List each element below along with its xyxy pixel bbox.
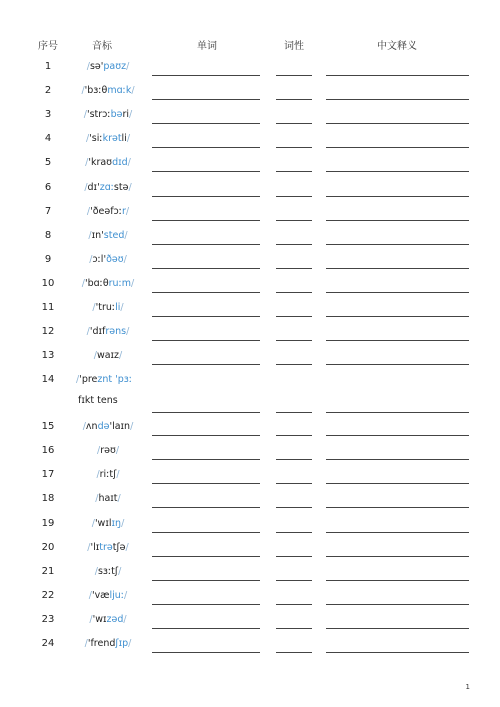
- slash-mark: /: [93, 350, 97, 361]
- slash-mark: /: [129, 109, 133, 120]
- row-number: 19: [41, 518, 55, 529]
- phonetic-transcription: [72, 566, 144, 577]
- phonetic-transcription: [72, 85, 144, 96]
- word-row: [0, 445, 500, 469]
- phonetic-transcription: [72, 590, 144, 601]
- pos-answer-line[interactable]: [276, 652, 312, 653]
- pos-answer-line[interactable]: [276, 292, 312, 293]
- row-number: 4: [44, 133, 52, 144]
- word-row: [0, 85, 500, 109]
- header-index: 序号: [38, 41, 58, 52]
- pos-answer-line[interactable]: [276, 99, 312, 100]
- row-number: 20: [41, 542, 55, 553]
- row-number: 15: [41, 421, 55, 432]
- slash-mark: /: [84, 638, 88, 649]
- phonetic-segment: waɪz: [96, 350, 120, 361]
- pos-answer-line[interactable]: [276, 628, 312, 629]
- word-answer-line[interactable]: [152, 171, 260, 172]
- word-answer-line[interactable]: [152, 532, 260, 533]
- phonetic-highlight: zɑː: [99, 182, 114, 193]
- phonetic-segment: dɪ': [87, 182, 100, 193]
- word-answer-line[interactable]: [152, 340, 260, 341]
- row-number: 14: [41, 374, 55, 385]
- word-row: [0, 350, 500, 374]
- slash-mark: /: [89, 614, 93, 625]
- meaning-answer-line[interactable]: [326, 75, 469, 76]
- slash-mark: /: [120, 302, 124, 313]
- pos-answer-line[interactable]: [276, 507, 312, 508]
- meaning-answer-line[interactable]: [326, 532, 469, 533]
- meaning-answer-line[interactable]: [326, 292, 469, 293]
- phonetic-segment: ɔːl': [92, 254, 107, 265]
- word-answer-line[interactable]: [152, 483, 260, 484]
- row-number: 12: [41, 326, 55, 337]
- slash-mark: /: [126, 326, 130, 337]
- page-number: 1: [465, 683, 470, 691]
- phonetic-segment: 'væ: [91, 590, 110, 601]
- meaning-answer-line[interactable]: [326, 604, 469, 605]
- phonetic-highlight: ðəʊ: [106, 254, 124, 265]
- phonetic-highlight: ljuː: [109, 590, 125, 601]
- meaning-answer-line[interactable]: [326, 340, 469, 341]
- word-answer-line[interactable]: [152, 123, 260, 124]
- phonetic-highlight: ruːm: [108, 278, 132, 289]
- phonetic-transcription: [72, 493, 144, 504]
- row-number: 24: [41, 638, 55, 649]
- slash-mark: /: [117, 493, 121, 504]
- phonetic-highlight: rəns: [105, 326, 127, 337]
- header-chinese-meaning: 中文释义: [377, 41, 417, 52]
- row-number: 13: [41, 350, 55, 361]
- slash-mark: /: [115, 445, 120, 456]
- row-number: 1: [44, 61, 52, 72]
- word-answer-line[interactable]: [152, 652, 260, 653]
- phonetic-transcription: [72, 182, 144, 193]
- phonetic-highlight: ɪŋ: [111, 518, 122, 529]
- word-answer-line[interactable]: [152, 628, 260, 629]
- word-answer-line[interactable]: [152, 75, 260, 76]
- word-answer-line[interactable]: [152, 604, 260, 605]
- phonetic-transcription: [72, 157, 144, 168]
- row-number: 10: [41, 278, 55, 289]
- slash-mark: /: [94, 566, 98, 577]
- phonetic-transcription: [72, 469, 144, 480]
- meaning-answer-line[interactable]: [326, 628, 469, 629]
- phonetic-transcription: [72, 109, 144, 120]
- phonetic-transcription: [72, 302, 144, 313]
- word-answer-line[interactable]: [152, 316, 260, 317]
- pos-answer-line[interactable]: [276, 196, 312, 197]
- phonetic-transcription: [72, 61, 144, 72]
- slash-mark: /: [130, 421, 134, 432]
- word-answer-line[interactable]: [152, 244, 260, 245]
- header-part-of-speech: 词性: [284, 41, 304, 52]
- phonetic-segment: 'kraʊ: [88, 157, 113, 168]
- pos-answer-line[interactable]: [276, 123, 312, 124]
- meaning-answer-line[interactable]: [326, 556, 469, 557]
- pos-answer-line[interactable]: [276, 364, 312, 365]
- slash-mark: /: [123, 254, 127, 265]
- pos-answer-line[interactable]: [276, 220, 312, 221]
- slash-mark: /: [118, 566, 122, 577]
- word-answer-line[interactable]: [152, 507, 260, 508]
- slash-mark: /: [131, 278, 135, 289]
- phonetic-transcription: [72, 518, 144, 529]
- slash-mark: /: [95, 493, 99, 504]
- phonetic-highlight: krət: [102, 133, 122, 144]
- meaning-answer-line[interactable]: [326, 220, 469, 221]
- slash-mark: /: [85, 157, 89, 168]
- word-row: [0, 614, 500, 638]
- row-number: 8: [44, 230, 52, 241]
- row-number: 18: [41, 493, 55, 504]
- pos-answer-line[interactable]: [276, 75, 312, 76]
- row-number: 23: [41, 614, 55, 625]
- pos-answer-line[interactable]: [276, 147, 312, 148]
- slash-mark: /: [119, 350, 123, 361]
- phonetic-segment: ʌn: [85, 421, 98, 432]
- phonetic-highlight: mɑːk: [107, 85, 132, 96]
- slash-mark: /: [88, 230, 92, 241]
- pos-answer-line[interactable]: [276, 316, 312, 317]
- phonetic-segment: 'pre: [79, 374, 98, 385]
- pos-answer-line[interactable]: [276, 604, 312, 605]
- slash-mark: /: [96, 445, 101, 456]
- word-answer-line[interactable]: [152, 364, 260, 365]
- slash-mark: /: [124, 230, 128, 241]
- slash-mark: /: [123, 614, 127, 625]
- slash-mark: /: [125, 206, 130, 217]
- phonetic-continuation: fɪkt tens: [78, 395, 118, 406]
- phonetic-transcription: [72, 326, 144, 337]
- slash-mark: /: [86, 61, 90, 72]
- phonetic-segment: 'ðeəfɔː: [90, 206, 122, 217]
- slash-mark: /: [116, 469, 120, 480]
- word-row: [0, 254, 500, 278]
- meaning-answer-line[interactable]: [326, 483, 469, 484]
- word-answer-line[interactable]: [152, 147, 260, 148]
- slash-mark: /: [88, 590, 92, 601]
- meaning-answer-line[interactable]: [326, 435, 469, 436]
- pos-answer-line[interactable]: [276, 580, 312, 581]
- phonetic-highlight: li: [115, 302, 121, 313]
- row-number: 6: [44, 182, 52, 193]
- word-answer-line[interactable]: [152, 556, 260, 557]
- row-number: 3: [44, 109, 52, 120]
- phonetic-segment: tʃə: [112, 542, 126, 553]
- slash-mark: /: [82, 421, 86, 432]
- row-number: 9: [44, 254, 52, 265]
- row-number: 17: [41, 469, 55, 480]
- meaning-answer-line[interactable]: [326, 412, 469, 413]
- word-answer-line[interactable]: [152, 268, 260, 269]
- pos-answer-line[interactable]: [276, 483, 312, 484]
- word-row: [0, 542, 500, 566]
- meaning-answer-line[interactable]: [326, 123, 469, 124]
- phonetic-segment: 'bɑːθ: [84, 278, 109, 289]
- phonetic-transcription: [72, 133, 144, 144]
- phonetic-transcription: [72, 230, 144, 241]
- meaning-answer-line[interactable]: [326, 316, 469, 317]
- phonetic-transcription: [76, 374, 148, 385]
- slash-mark: /: [76, 374, 80, 385]
- pos-answer-line[interactable]: [276, 244, 312, 245]
- meaning-answer-line[interactable]: [326, 459, 469, 460]
- word-row: [0, 133, 500, 157]
- phonetic-segment: ɪn': [91, 230, 104, 241]
- phonetic-segment: 'truː: [95, 302, 116, 313]
- slash-mark: /: [121, 518, 125, 529]
- phonetic-highlight: də: [97, 421, 110, 432]
- phonetic-highlight: znt 'pɜː: [97, 374, 133, 385]
- phonetic-transcription: [72, 254, 144, 265]
- header-word: 单词: [197, 41, 217, 52]
- meaning-answer-line[interactable]: [326, 196, 469, 197]
- phonetic-segment: 'frend: [87, 638, 116, 649]
- meaning-answer-line[interactable]: [326, 99, 469, 100]
- slash-mark: /: [83, 109, 87, 120]
- slash-mark: /: [128, 638, 132, 649]
- slash-mark: /: [96, 469, 100, 480]
- phonetic-transcription: [72, 614, 144, 625]
- word-row: [0, 326, 500, 350]
- slash-mark: /: [126, 133, 131, 144]
- row-number: 16: [41, 445, 55, 456]
- word-row: [0, 638, 500, 662]
- phonetic-highlight: trə: [99, 542, 113, 553]
- phonetic-transcription: [72, 278, 144, 289]
- phonetic-segment: li: [121, 133, 127, 144]
- phonetic-highlight: sted: [103, 230, 125, 241]
- phonetic-transcription: [72, 445, 144, 456]
- slash-mark: /: [87, 542, 91, 553]
- phonetic-segment: 'wɪ: [92, 614, 107, 625]
- phonetic-segment: stə: [113, 182, 129, 193]
- slash-mark: /: [84, 182, 88, 193]
- phonetic-highlight: ʃɪp: [115, 638, 129, 649]
- row-number: 21: [41, 566, 55, 577]
- phonetic-segment: 'laɪn: [109, 421, 131, 432]
- meaning-answer-line[interactable]: [326, 147, 469, 148]
- word-row: [0, 493, 500, 517]
- meaning-answer-line[interactable]: [326, 171, 469, 172]
- slash-mark: /: [86, 206, 91, 217]
- word-row: [0, 230, 500, 254]
- slash-mark: /: [128, 182, 132, 193]
- pos-answer-line[interactable]: [276, 459, 312, 460]
- word-row: [0, 182, 500, 206]
- phonetic-segment: riːtʃ: [99, 469, 117, 480]
- row-number: 2: [44, 85, 52, 96]
- pos-answer-line[interactable]: [276, 556, 312, 557]
- word-row: [0, 469, 500, 493]
- meaning-answer-line[interactable]: [326, 652, 469, 653]
- word-answer-line[interactable]: [152, 459, 260, 460]
- phonetic-segment: 'dɪf: [89, 326, 106, 337]
- word-answer-line[interactable]: [152, 412, 260, 413]
- phonetic-highlight: paʊz: [103, 61, 127, 72]
- slash-mark: /: [126, 61, 130, 72]
- row-number: 5: [44, 157, 52, 168]
- word-answer-line[interactable]: [152, 220, 260, 221]
- phonetic-transcription: [72, 350, 144, 361]
- phonetic-segment: 'bɜːθ: [84, 85, 108, 96]
- slash-mark: /: [124, 590, 128, 601]
- word-answer-line[interactable]: [152, 196, 260, 197]
- slash-mark: /: [81, 278, 85, 289]
- pos-answer-line[interactable]: [276, 268, 312, 269]
- phonetic-segment: rəʊ: [100, 445, 116, 456]
- meaning-answer-line[interactable]: [326, 364, 469, 365]
- slash-mark: /: [81, 85, 85, 96]
- word-answer-line[interactable]: [152, 292, 260, 293]
- slash-mark: /: [85, 133, 90, 144]
- word-answer-line[interactable]: [152, 99, 260, 100]
- phonetic-segment: 'lɪ: [90, 542, 100, 553]
- phonetic-segment: 'strɔː: [86, 109, 111, 120]
- phonetic-transcription: [72, 542, 144, 553]
- row-number: 22: [41, 590, 55, 601]
- meaning-answer-line[interactable]: [326, 244, 469, 245]
- word-row: [0, 157, 500, 181]
- word-answer-line[interactable]: [152, 435, 260, 436]
- meaning-answer-line[interactable]: [326, 507, 469, 508]
- slash-mark: /: [131, 85, 135, 96]
- slash-mark: /: [89, 254, 93, 265]
- slash-mark: /: [92, 302, 96, 313]
- word-row: [0, 566, 500, 590]
- phonetic-transcription: [72, 638, 144, 649]
- phonetic-segment: ri: [122, 109, 130, 120]
- phonetic-segment: sə': [89, 61, 104, 72]
- phonetic-highlight: r: [121, 206, 126, 217]
- meaning-answer-line[interactable]: [326, 580, 469, 581]
- phonetic-highlight: zəd: [106, 614, 124, 625]
- word-row: [0, 374, 500, 406]
- row-number: 7: [44, 206, 52, 217]
- row-number: 11: [41, 302, 55, 313]
- slash-mark: /: [91, 518, 95, 529]
- pos-answer-line[interactable]: [276, 435, 312, 436]
- phonetic-highlight: dɪd: [112, 157, 128, 168]
- phonetic-transcription: [72, 421, 144, 432]
- header-phonetic: 音标: [92, 41, 112, 52]
- pos-answer-line[interactable]: [276, 412, 312, 413]
- phonetic-highlight: bə: [110, 109, 123, 120]
- word-row: [0, 61, 500, 85]
- slash-mark: /: [127, 157, 131, 168]
- slash-mark: /: [86, 326, 90, 337]
- word-row: [0, 518, 500, 542]
- word-row: [0, 590, 500, 614]
- word-row: [0, 206, 500, 230]
- pos-answer-line[interactable]: [276, 340, 312, 341]
- phonetic-segment: sɜːtʃ: [97, 566, 119, 577]
- slash-mark: /: [125, 542, 129, 553]
- word-row: [0, 109, 500, 133]
- phonetic-transcription: [72, 206, 144, 217]
- word-row: [0, 302, 500, 326]
- pos-answer-line[interactable]: [276, 171, 312, 172]
- phonetic-segment: 'siː: [89, 133, 103, 144]
- word-row: [0, 278, 500, 302]
- word-row: [0, 421, 500, 445]
- word-answer-line[interactable]: [152, 580, 260, 581]
- meaning-answer-line[interactable]: [326, 268, 469, 269]
- phonetic-segment: 'wɪl: [94, 518, 112, 529]
- pos-answer-line[interactable]: [276, 532, 312, 533]
- phonetic-segment: haɪt: [98, 493, 118, 504]
